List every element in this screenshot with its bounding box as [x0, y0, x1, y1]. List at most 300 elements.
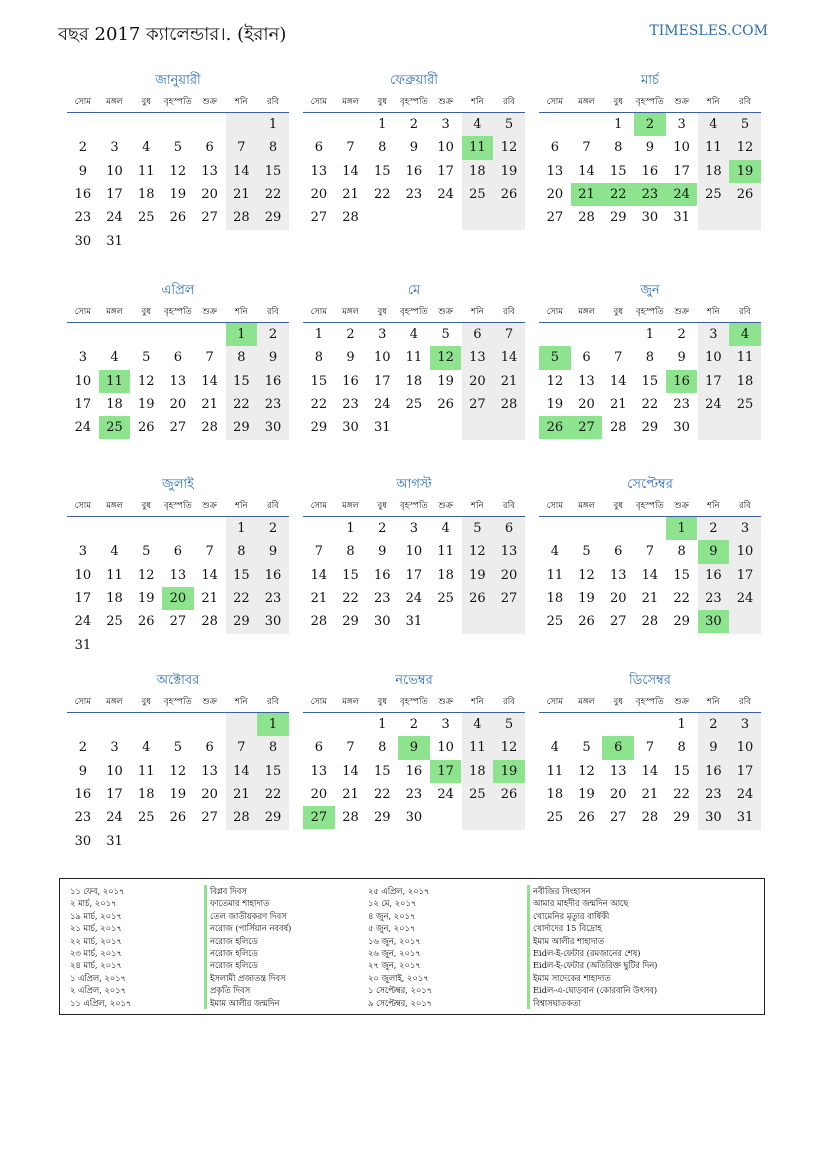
day-cell: 21	[342, 786, 359, 802]
day-grid	[303, 323, 525, 463]
day-cell: 4	[142, 140, 151, 156]
day-cell: 22	[373, 186, 391, 202]
day-cell: 6	[473, 327, 482, 342]
month-name: জুন	[640, 283, 660, 298]
weekday-label: সোম	[310, 97, 327, 107]
day-cell: 15	[233, 373, 250, 389]
day-cell: 13	[169, 373, 187, 389]
holiday-name: প্রকৃতি দিবস	[204, 984, 291, 996]
day-cell: 26	[137, 614, 155, 630]
day-cell: 24	[106, 810, 123, 826]
day-cell: 5	[740, 117, 750, 132]
month-block	[67, 70, 289, 253]
day-cell: 19	[500, 163, 518, 179]
month-block	[539, 70, 761, 253]
day-cell: 22	[233, 396, 250, 412]
day-cell: 7	[645, 544, 655, 560]
day-cell: 5	[142, 544, 151, 560]
day-cell: 19	[578, 590, 595, 606]
day-cell: 14	[201, 373, 218, 389]
day-cell: 14	[641, 763, 659, 779]
day-cell: 22	[342, 590, 359, 606]
day-cell: 20	[469, 373, 486, 389]
day-cell: 7	[346, 740, 355, 756]
day-cell: 14	[233, 763, 250, 779]
holiday-name: ইমাম আলীর শাহাদাত	[527, 935, 657, 947]
day-cell: 3	[110, 140, 119, 156]
day-cell: 8	[378, 140, 387, 156]
weekday-label: বৃহস্পতি	[636, 97, 664, 107]
weekday-label: রবি	[267, 97, 279, 107]
weekday-label: শনি	[471, 697, 484, 707]
day-cell: 7	[205, 350, 214, 366]
day-cell: 22	[373, 786, 391, 802]
weekday-header	[303, 302, 525, 323]
weekday-label: শুক্র	[202, 501, 217, 511]
day-cell: 21	[641, 786, 659, 802]
day-cell: 1	[314, 327, 323, 342]
day-cell: 26	[137, 420, 155, 436]
day-cell: 16	[405, 763, 423, 779]
day-cell: 11	[405, 350, 423, 366]
day-cell: 4	[409, 327, 419, 342]
day-cell: 27	[500, 590, 518, 606]
day-cell: 9	[409, 140, 419, 156]
day-cell: 28	[609, 420, 627, 436]
weekday-label: মঙ্গল	[342, 97, 359, 107]
day-cell: 23	[673, 396, 690, 412]
day-cell: 23	[705, 786, 722, 802]
weekday-label: শুক্র	[202, 307, 217, 317]
weekday-label: বুধ	[141, 97, 151, 107]
weekday-label: রবি	[503, 97, 515, 107]
day-cell: 15	[264, 163, 282, 179]
day-cell: 21	[500, 373, 518, 389]
day-cell: 27	[546, 210, 564, 226]
weekday-label: বৃহস্পতি	[164, 697, 192, 707]
holiday-name: খোর্দাদের 15 বিদ্রোহ	[527, 922, 657, 934]
day-cell: 29	[641, 420, 659, 436]
day-cell: 24	[74, 614, 92, 630]
day-cell: 5	[173, 140, 183, 156]
day-cell: 16	[264, 567, 282, 583]
day-cell: 6	[205, 140, 214, 156]
weekday-label: বৃহস্পতি	[400, 97, 428, 107]
month-block	[303, 280, 525, 463]
day-cell: 23	[264, 590, 282, 606]
day-cell: 9	[378, 544, 387, 560]
day-cell: 2	[709, 717, 718, 732]
day-cell: 9	[78, 763, 87, 779]
day-cell: 2	[409, 117, 419, 132]
weekday-label: শনি	[707, 97, 720, 107]
weekday-label: সোম	[546, 97, 563, 107]
holiday-day-cell: 27	[303, 806, 335, 829]
day-cell: 6	[582, 350, 591, 366]
holiday-day-cell: 1	[666, 517, 698, 540]
day-cell: 27	[169, 614, 187, 630]
day-cell: 29	[609, 210, 627, 226]
weekday-label: শুক্র	[674, 501, 689, 511]
holiday-date: ২২ মার্চ, ২০১৭	[70, 935, 122, 946]
weekday-label: মঙ্গল	[106, 697, 123, 707]
weekday-label: বুধ	[613, 307, 623, 317]
day-cell: 8	[237, 350, 246, 366]
weekday-label: বুধ	[613, 501, 623, 511]
month-block	[67, 280, 289, 463]
holiday-day-cell: 19	[729, 160, 761, 183]
holiday-day-cell: 19	[493, 760, 525, 783]
day-cell: 23	[264, 396, 282, 412]
weekday-label: মঙ্গল	[342, 307, 359, 317]
weekday-label: রবি	[503, 697, 515, 707]
day-cell: 24	[705, 396, 722, 412]
day-cell: 28	[233, 210, 250, 226]
day-cell: 13	[310, 163, 328, 179]
day-cell: 14	[233, 163, 250, 179]
weekday-header	[67, 92, 289, 113]
day-cell: 30	[405, 810, 423, 826]
day-cell: 5	[582, 740, 591, 756]
holiday-date: ২১ মার্চ, ২০১৭	[70, 923, 122, 934]
weekday-label: শনি	[471, 307, 484, 317]
weekday-label: বুধ	[377, 97, 387, 107]
holiday-list	[59, 878, 765, 1015]
weekday-label: মঙ্গল	[578, 697, 595, 707]
weekday-label: মঙ্গল	[342, 697, 359, 707]
holiday-date: ১৯ মার্চ, ২০১৭	[70, 910, 122, 921]
day-cell: 15	[673, 763, 690, 779]
holiday-date: ২৬ জুন, ২০১৭	[368, 948, 421, 959]
day-cell: 8	[378, 740, 387, 756]
day-cell: 7	[582, 140, 591, 156]
weekday-label: বুধ	[377, 501, 387, 511]
day-cell: 16	[74, 186, 92, 202]
day-cell: 1	[614, 117, 623, 132]
day-cell: 14	[201, 567, 218, 583]
day-cell: 17	[437, 163, 454, 179]
holiday-date: ২৪ মার্চ, ২০১৭	[70, 960, 122, 971]
day-cell: 28	[310, 614, 328, 630]
day-cell: 1	[237, 521, 246, 536]
day-cell: 23	[74, 810, 92, 826]
day-cell: 6	[173, 544, 183, 560]
weekday-label: শুক্র	[438, 501, 453, 511]
day-cell: 11	[106, 567, 123, 583]
day-cell: 25	[469, 186, 486, 202]
weekday-label: শনি	[471, 97, 484, 107]
weekday-header	[539, 92, 761, 113]
day-cell: 24	[405, 590, 423, 606]
day-cell: 16	[373, 567, 391, 583]
day-cell: 15	[673, 567, 690, 583]
holiday-day-cell: 16	[666, 370, 698, 393]
holiday-dates-column-1	[70, 885, 131, 1009]
day-cell: 6	[205, 740, 214, 756]
day-cell: 26	[500, 786, 518, 802]
day-cell: 31	[405, 614, 423, 630]
day-cell: 10	[74, 567, 92, 583]
day-cell: 21	[233, 786, 250, 802]
day-cell: 6	[314, 140, 323, 156]
day-cell: 6	[504, 521, 514, 536]
day-cell: 14	[500, 350, 518, 366]
holiday-name: খোমেনির মৃত্যুর বার্ষিকী	[527, 910, 657, 922]
day-cell: 3	[441, 117, 450, 132]
month-name: এপ্রিল	[161, 283, 195, 298]
day-cell: 13	[310, 763, 328, 779]
day-cell: 19	[469, 567, 486, 583]
day-cell: 31	[373, 420, 391, 436]
day-grid	[67, 713, 289, 853]
day-cell: 28	[641, 810, 659, 826]
day-cell: 18	[137, 186, 155, 202]
day-cell: 7	[504, 327, 514, 342]
day-cell: 10	[673, 140, 690, 156]
day-cell: 18	[405, 373, 423, 389]
day-cell: 6	[550, 140, 559, 156]
day-cell: 9	[645, 140, 655, 156]
day-grid	[303, 113, 525, 253]
day-cell: 8	[237, 544, 246, 560]
day-cell: 22	[641, 396, 659, 412]
holiday-name: Eidল-ই-ফেটার (রমজানের শেষ)	[527, 947, 657, 959]
month-block	[539, 474, 761, 657]
day-cell: 4	[110, 350, 119, 366]
month-block	[67, 670, 289, 853]
day-cell: 20	[609, 786, 627, 802]
day-cell: 1	[378, 717, 387, 732]
holiday-date: ১ এপ্রিল, ২০১৭	[70, 972, 126, 983]
day-cell: 13	[609, 567, 627, 583]
day-cell: 24	[437, 786, 454, 802]
day-cell: 15	[310, 373, 328, 389]
day-cell: 18	[469, 763, 486, 779]
day-cell: 19	[546, 396, 564, 412]
holiday-date: ২ এপ্রিল, ২০১৭	[70, 985, 126, 996]
day-cell: 10	[437, 140, 454, 156]
day-cell: 16	[264, 373, 282, 389]
day-cell: 11	[437, 544, 454, 560]
holiday-day-cell: 12	[430, 346, 462, 369]
day-cell: 10	[373, 350, 391, 366]
day-cell: 8	[645, 350, 655, 366]
weekday-label: শুক্র	[438, 97, 453, 107]
weekday-label: রবি	[503, 307, 515, 317]
day-cell: 25	[137, 810, 155, 826]
holiday-day-cell: 11	[99, 370, 131, 393]
day-cell: 12	[469, 544, 486, 560]
weekday-label: শনি	[707, 697, 720, 707]
day-cell: 2	[409, 717, 419, 732]
holiday-day-cell: 9	[698, 540, 730, 563]
day-cell: 20	[546, 186, 564, 202]
day-grid	[539, 517, 761, 657]
holiday-day-cell: 11	[462, 136, 494, 159]
day-cell: 20	[201, 186, 218, 202]
day-cell: 13	[500, 544, 518, 560]
day-cell: 5	[173, 740, 183, 756]
day-cell: 15	[373, 163, 391, 179]
day-cell: 27	[201, 810, 218, 826]
day-cell: 17	[74, 590, 92, 606]
month-block	[303, 670, 525, 853]
day-cell: 9	[268, 544, 278, 560]
weekday-label: বৃহস্পতি	[636, 697, 664, 707]
day-cell: 21	[641, 590, 659, 606]
day-cell: 20	[578, 396, 595, 412]
month-name: মার্চ	[640, 73, 659, 88]
weekday-label: সোম	[310, 307, 327, 317]
weekday-label: বৃহস্পতি	[164, 501, 192, 511]
day-cell: 18	[546, 786, 564, 802]
holiday-date: ১৬ জুন, ২০১৭	[368, 935, 421, 946]
day-cell: 18	[106, 396, 123, 412]
day-cell: 18	[137, 786, 155, 802]
day-cell: 15	[609, 163, 627, 179]
weekday-header	[67, 302, 289, 323]
weekday-label: বৃহস্পতি	[400, 697, 428, 707]
day-cell: 28	[201, 614, 218, 630]
weekday-label: শনি	[471, 501, 484, 511]
day-cell: 23	[373, 590, 391, 606]
holiday-day-cell: 30	[698, 610, 730, 633]
day-grid	[539, 323, 761, 463]
month-name: অক্টোবর	[156, 673, 200, 688]
day-cell: 29	[310, 420, 328, 436]
day-cell: 3	[78, 350, 87, 366]
day-cell: 26	[437, 396, 454, 412]
weekday-label: বুধ	[377, 307, 387, 317]
day-cell: 1	[677, 717, 686, 732]
weekday-label: সোম	[546, 501, 563, 511]
day-cell: 12	[578, 567, 595, 583]
day-cell: 25	[106, 614, 123, 630]
day-cell: 3	[740, 521, 750, 536]
month-name: মে	[407, 283, 421, 298]
holiday-day-cell: 26	[539, 416, 571, 439]
day-cell: 30	[673, 420, 690, 436]
day-cell: 12	[500, 740, 518, 756]
day-cell: 13	[201, 163, 218, 179]
holiday-name: নরোজ হলিডে	[204, 947, 291, 959]
day-cell: 12	[546, 373, 564, 389]
day-cell: 8	[314, 350, 323, 366]
day-cell: 27	[469, 396, 486, 412]
holiday-date: ১১ ফেব, ২০১৭	[70, 886, 125, 896]
day-cell: 22	[310, 396, 328, 412]
holiday-name: Eidল-ই-ফেটার (অতিরিক্ত ছুটির দিন)	[527, 959, 657, 971]
day-cell: 10	[736, 740, 754, 756]
holiday-day-cell: 2	[634, 113, 666, 136]
day-cell: 31	[106, 833, 123, 849]
day-grid	[539, 113, 761, 253]
day-cell: 8	[677, 740, 686, 756]
weekday-label: রবি	[267, 307, 279, 317]
holiday-name: নবীজির সিংহাসন	[527, 885, 657, 897]
month-name: জুলাই	[162, 477, 194, 492]
month-name: জানুয়ারী	[155, 73, 201, 88]
day-cell: 17	[106, 186, 123, 202]
weekday-label: বৃহস্পতি	[400, 307, 428, 317]
day-cell: 11	[137, 163, 155, 179]
holiday-day-cell: 25	[99, 416, 131, 439]
day-cell: 25	[137, 210, 155, 226]
day-cell: 26	[578, 614, 595, 630]
day-cell: 28	[500, 396, 518, 412]
day-cell: 25	[705, 186, 722, 202]
day-cell: 6	[314, 740, 323, 756]
weekday-label: রবি	[739, 307, 751, 317]
weekday-label: বৃহস্পতি	[636, 307, 664, 317]
day-grid	[67, 517, 289, 657]
day-cell: 20	[500, 567, 518, 583]
holiday-date: ১১ এপ্রিল, ২০১৭	[70, 997, 132, 1008]
day-cell: 11	[546, 567, 564, 583]
day-cell: 17	[736, 567, 754, 583]
day-cell: 10	[437, 740, 454, 756]
day-cell: 5	[441, 327, 450, 342]
day-cell: 3	[677, 117, 686, 132]
site-link[interactable]: TIMESLES.COM	[649, 23, 768, 39]
day-cell: 13	[169, 567, 187, 583]
weekday-label: রবি	[739, 697, 751, 707]
day-cell: 7	[346, 140, 355, 156]
day-cell: 16	[74, 786, 92, 802]
holiday-day-cell: 23	[634, 183, 666, 206]
weekday-header	[67, 692, 289, 713]
weekday-label: বুধ	[613, 97, 623, 107]
day-cell: 16	[405, 163, 423, 179]
holiday-day-cell: 24	[666, 183, 698, 206]
day-cell: 18	[705, 163, 722, 179]
day-cell: 22	[264, 186, 282, 202]
day-cell: 3	[78, 544, 87, 560]
day-cell: 28	[578, 210, 595, 226]
day-cell: 21	[609, 396, 627, 412]
holiday-day-cell: 21	[571, 183, 603, 206]
day-cell: 7	[314, 544, 323, 560]
day-cell: 4	[473, 717, 482, 732]
holiday-day-cell: 5	[539, 346, 571, 369]
day-cell: 8	[268, 140, 278, 156]
day-cell: 12	[578, 763, 595, 779]
day-cell: 5	[504, 117, 514, 132]
day-cell: 16	[705, 567, 722, 583]
month-block	[539, 280, 761, 463]
day-cell: 28	[342, 210, 359, 226]
holiday-date: ২ মার্চ, ২০১৭	[70, 898, 117, 909]
day-cell: 18	[546, 590, 564, 606]
day-cell: 11	[546, 763, 564, 779]
weekday-label: শনি	[707, 501, 720, 511]
day-cell: 31	[736, 810, 754, 826]
day-cell: 7	[614, 350, 623, 366]
day-cell: 25	[405, 396, 423, 412]
day-grid	[539, 713, 761, 853]
day-cell: 27	[609, 614, 627, 630]
day-cell: 30	[373, 614, 391, 630]
day-cell: 20	[201, 786, 218, 802]
day-cell: 10	[736, 544, 754, 560]
day-cell: 18	[106, 590, 123, 606]
day-cell: 8	[614, 140, 623, 156]
day-cell: 29	[264, 810, 282, 826]
day-grid	[303, 713, 525, 853]
holiday-name: নরোজ হলিডে	[204, 959, 291, 971]
weekday-label: সোম	[74, 697, 91, 707]
holiday-date: ১ সেপ্টেম্বর, ২০১৭	[368, 985, 433, 996]
